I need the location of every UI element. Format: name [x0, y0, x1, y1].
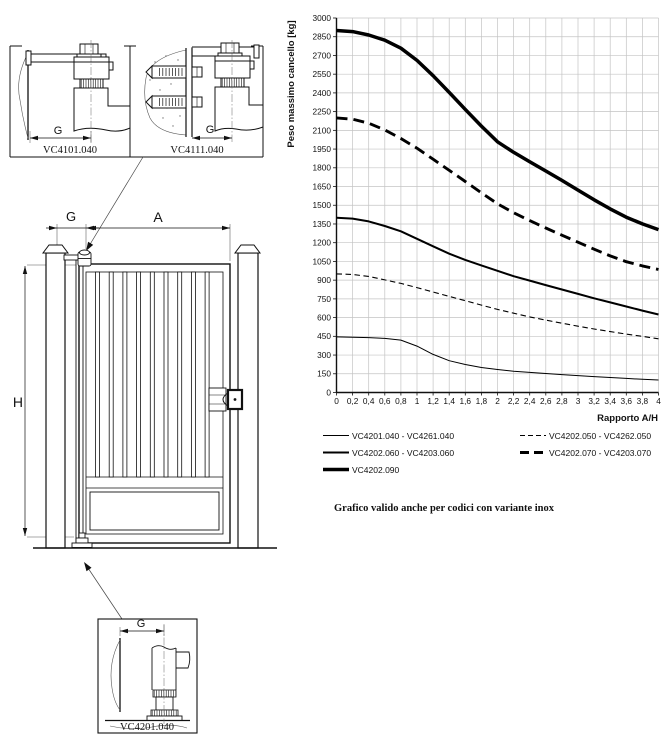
- svg-text:2550: 2550: [312, 69, 331, 80]
- legend-label: VC4201.040 - VC4261.040: [352, 430, 455, 441]
- detail2-dim-label: G: [205, 124, 215, 136]
- svg-text:900: 900: [317, 275, 331, 286]
- svg-text:300: 300: [317, 349, 331, 360]
- svg-text:1050: 1050: [312, 256, 331, 267]
- svg-text:2,4: 2,4: [523, 396, 536, 406]
- detail2-code: VC4111.040: [170, 145, 224, 156]
- weight-chart: [313, 13, 662, 406]
- gate-bars: [96, 272, 210, 477]
- svg-text:1,4: 1,4: [443, 396, 455, 406]
- top-left-hinge-detail: [19, 40, 130, 143]
- svg-text:1,6: 1,6: [459, 396, 472, 406]
- svg-text:4: 4: [656, 396, 661, 406]
- svg-text:1950: 1950: [312, 143, 331, 154]
- chart-grid: [337, 18, 659, 393]
- legend-label: VC4202.070 - VC4203.070: [549, 447, 652, 458]
- gate-lower-panel: [90, 492, 219, 530]
- chart-x-axis-title: Rapporto A/H: [597, 413, 658, 424]
- svg-text:0: 0: [326, 387, 331, 398]
- svg-text:1800: 1800: [312, 162, 331, 173]
- top-detail-pointer-arrow: [86, 157, 143, 251]
- svg-text:0,2: 0,2: [346, 396, 359, 406]
- svg-text:150: 150: [317, 368, 331, 379]
- svg-text:1200: 1200: [312, 237, 331, 248]
- svg-text:3000: 3000: [312, 12, 331, 23]
- svg-text:450: 450: [317, 331, 331, 342]
- svg-text:3,2: 3,2: [588, 396, 600, 406]
- svg-text:3,6: 3,6: [620, 396, 633, 406]
- gate-width-label: A: [153, 209, 163, 225]
- svg-text:1: 1: [414, 396, 420, 406]
- svg-text:3: 3: [575, 396, 581, 406]
- legend-label: VC4202.060 - VC4203.060: [352, 447, 455, 458]
- svg-text:1500: 1500: [312, 200, 331, 211]
- gate-gap-label: G: [65, 209, 77, 224]
- anchor-bolt-upper: [146, 66, 202, 78]
- svg-text:750: 750: [317, 293, 331, 304]
- detail3-dim-label: G: [136, 618, 146, 630]
- legend-item: [520, 444, 672, 461]
- detail1-dim-label: G: [53, 125, 63, 137]
- inox-variant-note: Grafico valido anche per codici con variante inox: [334, 503, 554, 514]
- svg-text:0: 0: [334, 396, 339, 406]
- svg-text:1,8: 1,8: [475, 396, 488, 406]
- legend-item: [323, 444, 520, 461]
- bottom-detail-pointer-arrow: [84, 562, 122, 619]
- anchor-bolt-lower: [146, 96, 202, 108]
- svg-text:3,4: 3,4: [604, 396, 616, 406]
- svg-text:0,4: 0,4: [362, 396, 375, 406]
- gate-front-view: [23, 224, 277, 548]
- detail3-code: VC4201.040: [120, 722, 174, 733]
- legend-item: [323, 461, 520, 478]
- svg-text:1650: 1650: [312, 181, 331, 192]
- bottom-hinge-detail: [98, 619, 197, 733]
- svg-text:2100: 2100: [312, 125, 331, 136]
- legend-item: [323, 427, 520, 444]
- left-post: [43, 245, 68, 548]
- gate-bottom-hinge: [72, 533, 92, 548]
- legend-label: VC4202.050 - VC4262.050: [549, 430, 652, 441]
- detail1-code: VC4101.040: [43, 145, 97, 156]
- svg-text:2850: 2850: [312, 31, 331, 42]
- svg-text:2,8: 2,8: [556, 396, 568, 406]
- legend-item: [520, 427, 672, 444]
- svg-text:2: 2: [495, 396, 500, 406]
- svg-text:0,6: 0,6: [379, 396, 391, 406]
- svg-text:3,8: 3,8: [636, 396, 649, 406]
- svg-text:2400: 2400: [312, 87, 331, 98]
- svg-text:2,2: 2,2: [507, 396, 520, 406]
- chart-y-axis-title: Peso massimo cancello [kg]: [286, 20, 297, 148]
- svg-text:600: 600: [317, 312, 331, 323]
- gate-height-label: H: [12, 394, 23, 410]
- svg-text:1350: 1350: [312, 218, 331, 229]
- svg-text:2250: 2250: [312, 106, 331, 117]
- svg-text:2700: 2700: [312, 50, 331, 61]
- svg-text:2,6: 2,6: [540, 396, 552, 406]
- svg-text:1,2: 1,2: [427, 396, 439, 406]
- chart-legend: [323, 427, 672, 478]
- svg-text:0,8: 0,8: [395, 396, 407, 406]
- gate-latch: [209, 388, 242, 411]
- top-right-hinge-detail: [145, 40, 263, 142]
- legend-label: VC4202.090: [352, 464, 400, 475]
